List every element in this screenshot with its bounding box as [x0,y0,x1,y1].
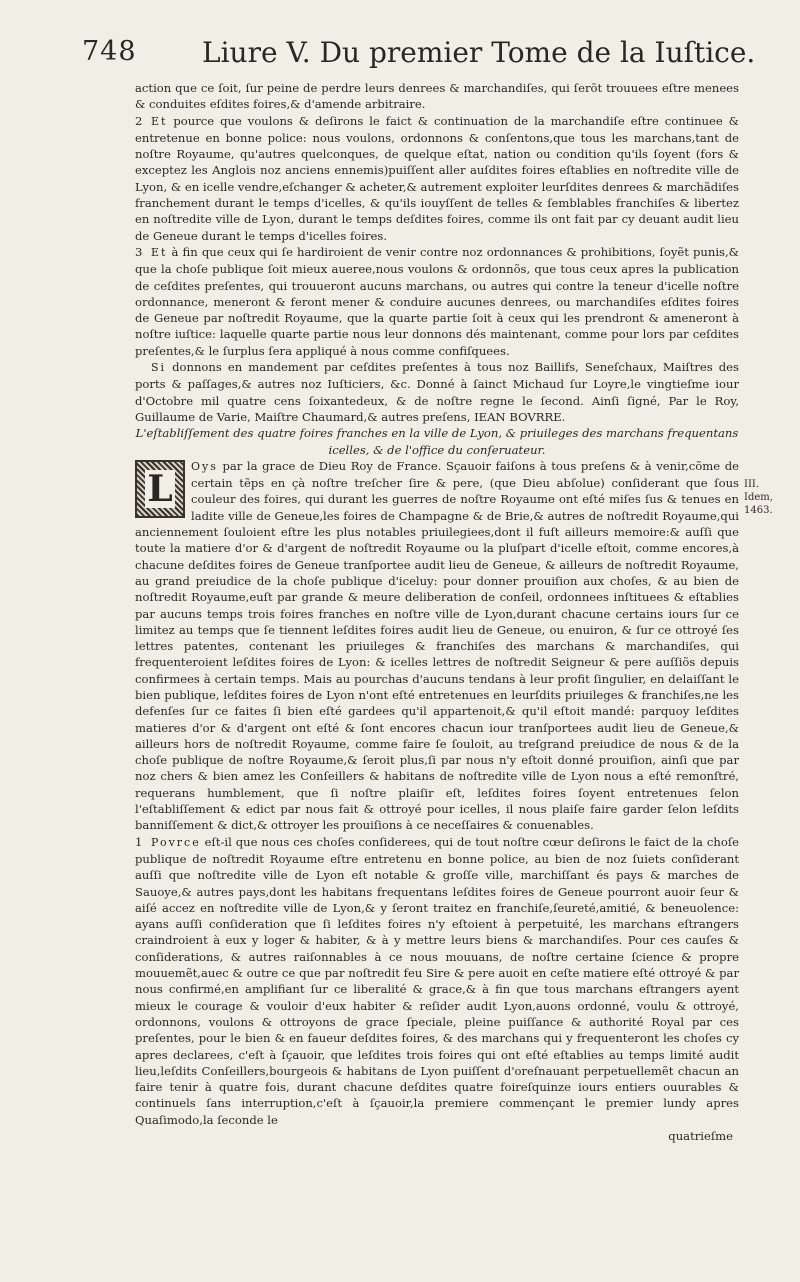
paragraph-number: 2 [135,113,143,128]
paragraph-1: action que ce ſoit, ſur peine de perdre leurs denrees & marchandiſes, qui ſerōt trouuees eſtre menees & conduites eſdites foires,& d'amende arbitraire. [135,81,739,112]
catchword: quatrieſme [668,1129,733,1143]
paragraph-2: 2 Et pource que voulons & deſirons le faict & continuation de la marchandiſe eſtre continuee & entretenue en bonne police: nous voulons, ordonnons & conſentons,que tous les marchans,tant de noſtre Royaume, qu'autres quelconques, de quelque eſtat, nation ou condition qu'ils ſoyent (fors & exceptez les Anglois noz anciens ennemis)puiſſent aller auſdites foires eſtablies en noſtredite ville de Lyon, & en icelle vendre,eſchanger & acheter,& autrement exploiter leurſdites denrees & marchãdiſes franchement durant le temps d'icelles, & qu'ils iouyſſent de telles & ſemblables franchiſes & libertez en noſtredite ville de Lyon, durant le temps deſdites foires, comme ils ont fait par cy deuant audit lieu de Geneue durant le temps d'icelles foires. [135,113,739,243]
paragraph-3: 3 Et à fin que ceux qui ſe hardiroient de venir contre noz ordonnances & prohibitions, ſoyẽt punis,& que la choſe publique ſoit mieux aueree,nous voulons & ordonnõs, que tous ceux apres la publication de ceſdites preſentes, qui trouueront aucuns marchans, ou autres qui contre la teneur d'icelle noſtre ordonnance, meneront & feront mener & conduire aucunes denrees, ou marchandiſes eſdites foires de Geneue par noſtredit Royaume, que la quarte partie ſoit à ceux qui les prendront & ameneront à noſtre iuſtice: laquelle quarte partie nous leur donnons dés maintenant, comme pour lors par ceſdites preſentes,& le ſurplus ſera appliqué à nous comme confiſquees. [135,244,739,358]
paragraph-number: 3 [135,244,143,259]
running-header [82,36,756,76]
page-number: 748 [82,36,137,67]
decorated-initial: L [135,460,185,518]
section-heading: L'eſtabliſſement des quatre foires franches en la ville de Lyon, & priuileges des marchans frequentans icelles, & de l'office du conſeruateur. [135,426,739,457]
main-paragraph: L Oys par la grace de Dieu Roy de France. Sçauoir faiſons à tous preſens & à venir,cõme de certain tẽps en çà noſtre treſcher ſire & pere, (que Dieu abſolue) conſiderant que ſous couleur des foires, qui durant les guerres de noſtre Royaume ont eſté miſes ſus & tenues en ladite ville de Geneue,les foires de Champagne & de Brie,& autres de noſtredit Royaume,qui anciennement ſouloient eſtre les plus notables priuilegiees,dont il fuſt ailleurs memoire:& auſſi que toute la matiere d'or & d'argent de noſtredit Royaume ou la pluſpart d'icelle eſtoit, comme encores,à chacune deſdites foires de Geneue tranſportee audit lieu de Geneue, & ailleurs de noſtredit Royaume, au grand preiudice de la choſe publique d'iceluy: pour donner prouiſion aux choſes, & au bien de noſtredit Royaume,euſt par grande & meure deliberation de conſeil, ordonnees inſtituees & eſtablies par aucuns temps trois foires franches en noſtre ville de Lyon,durant chacune certains iours ſur ce limitez au temps que ſe tiennent leſdites foires audit lieu de Geneue, ou enuiron, & ſur ce ottroyé ſes lettres patentes, contenant les priuileges & franchiſes des marchans & marchandiſes, qui frequenteroient leſdites foires de Lyon: & icelles lettres de noſtredit Seigneur & pere auſſiõs depuis confirmees à certain temps. Mais au pourchas d'aucuns tendans à leur profit ſingulier, en delaiſſant le bien publique, leſdites foires de Lyon n'ont eſté entretenues en leurſdits priuileges & franchiſes,ne les defenſes ſur ce faites ſi bien eſté gardees qu'il appartenoit,& qu'il eſtoit mandé: parquoy leſdites matieres d'or & d'argent ont eſté & ſont encores chacun iour tranſportees audit lieu de Geneue,& ailleurs hors de noſtredit Royaume, comme faire ſe ſouloit, au treſgrand preiudice de nous & de la choſe publique de noſtre Royaume,& ſeroit plus,ſi par nous n'y eſtoit donné prouiſion, ainſi que par noz chers & bien amez les Conſeillers & habitans de noſtredite ville de Lyon nous a eſté remonſtré, requerans humblement, que ſi noſtre plaiſir eſt, leſdites foires ſoyent entretenues ſelon l'eſtabliſſement & edict par nous fait & ottroyé pour icelles, il nous plaiſe faire garder ſelon leſdits banniſſement & dict,& ottroyer les prouiſions à ce neceſſaires & conuenables. [135,458,739,833]
page-title: Liure V. Du premier Tome de la Iuſtice. [202,36,756,69]
paragraph-final: 1 Povrce eſt-il que nous ces choſes conſiderees, qui de tout noſtre cœur deſirons le faict de la choſe publique de noſtredit Royaume eſtre entretenu en bonne police, au bien de noz ſuiets conſiderant auſſi que noſtredite ville de Lyon eſt notable & groſſe ville, marchiſſant és pays & marches de Sauoye,& autres pays,dont les habitans frequentans leſdites foires de Geneue pourront auoir ſeur & aiſé accez en noſtredite ville de Lyon,& y ſeront traitez en franchiſe,ſeureté,amitié, & beneuolence: ayans auſſi conſideration que ſi leſdites foires n'y eſtoient à perpetuité, les marchans eſtrangers craindroient à eux y loger & habiter, & à y mettre leurs biens & marchandiſes. Pour ces cauſes & conſiderations, & autres raiſonnables à ce nous mouuans, de noſtre certaine ſcience & propre mouuemẽt,auec & outre ce que par noſtredit feu Sire & pere auoit en ceſte matiere eſté ottroyé & par nous confirmé,en amplifiant ſur ce liberalité & grace,& à fin que tous marchans eſtrangers ayent mieux le courage & vouloir d'eux habiter & reſider audit Lyon,auons ordonné, voulu & ottroyé, ordonnons, voulons & ottroyons de grace ſpeciale, pleine puiſſance & authorité Royal par ces preſentes, pour le bien & en faueur deſdites foires, & des marchans qui y frequenteront les choſes cy apres declarees, c'eſt à ſçauoir, que leſdites trois foires qui ont eſté eſtablies au temps limité audit lieu,leſdits Conſeillers,bourgeois & habitans de Lyon puiſſent d'oreſnauant perpetuellemẽt chacun an faire tenir à quatre fois, durant chacune deſdites quatre foireſquinze iours entiers ouurables & continuels ſans interruption,c'eſt à ſçauoir,la premiere commençant le premier lundy apres Quaſimodo,la ſeconde le [135,834,739,1127]
margin-note-roman: III. [744,479,760,490]
body-text [135,80,739,1144]
margin-note-idem: Idem, 1463. [744,492,773,516]
paragraph-number: 1 [135,834,143,849]
paragraph-4: Si donnons en mandement par ceſdites preſentes à tous noz Baillifs, Seneſchaux, Maiſtres des ports & paſſages,& autres noz Iuſticiers, &c. Donné à ſainct Michaud ſur Loyre,le vingtieſme iour d'Octobre mil quatre cens ſoixantedeux, & de noſtre regne le ſecond. Ainſi ſigné, Par le Roy, Guillaume de Varie, Maiſtre Chaumard,& autres preſens, IEAN BOVRRE. [135,360,739,424]
